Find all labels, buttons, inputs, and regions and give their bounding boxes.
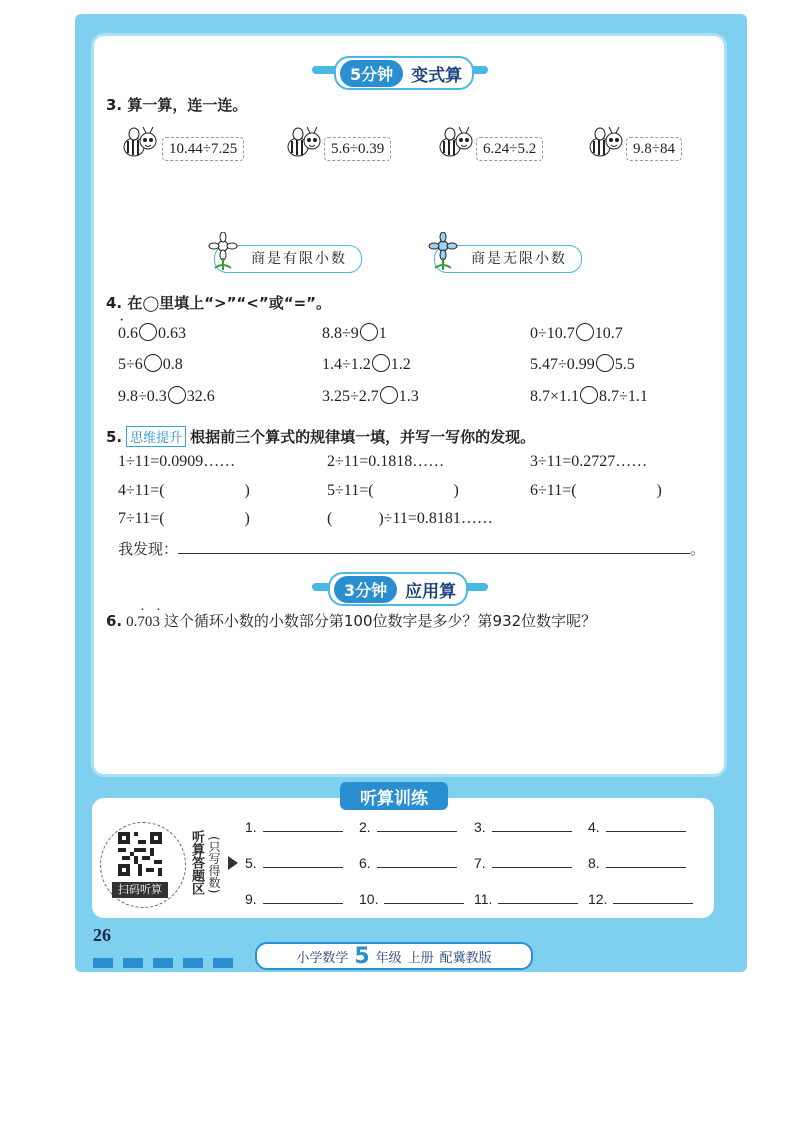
answer-area-label: 听算答题区 bbox=[189, 830, 204, 895]
listening-answer-1[interactable]: 1. bbox=[245, 819, 343, 835]
expression-box[interactable]: 9.8÷84 bbox=[626, 137, 682, 161]
flower-icon bbox=[201, 232, 245, 272]
question-number: 5. bbox=[106, 428, 123, 446]
question-3-title: 3. 算一算，连一连。 bbox=[106, 96, 248, 114]
answer-note: (只写得数) bbox=[207, 836, 221, 894]
pattern-3: 3÷11=0.2727…… bbox=[530, 453, 648, 470]
arrow-right-icon bbox=[228, 856, 238, 870]
compare-circle[interactable] bbox=[372, 354, 390, 372]
compare-item: 5÷6 0.8 bbox=[118, 356, 183, 373]
expression-box[interactable]: 6.24÷5.2 bbox=[476, 137, 543, 161]
compare-item: · 0.6 0.63 bbox=[118, 323, 186, 343]
question-text: 这个循环小数的小数部分第100位数字是多少？第932位数字呢？ bbox=[163, 612, 597, 630]
question-4-title: 4. 在◯里填上“>”“<”或“=”。 bbox=[106, 294, 332, 312]
finite-quotient-label bbox=[214, 245, 362, 273]
qr-code-icon[interactable] bbox=[118, 832, 162, 876]
compare-item: 3.25÷2.7 1.3 bbox=[322, 388, 419, 405]
listening-answer-4[interactable]: 4. bbox=[588, 819, 686, 835]
flower-icon bbox=[421, 232, 465, 272]
listening-answer-9[interactable]: 9. bbox=[245, 891, 343, 907]
bee-icon bbox=[284, 125, 324, 161]
compare-circle[interactable] bbox=[580, 386, 598, 404]
listening-answer-3[interactable]: 3. bbox=[474, 819, 572, 835]
compare-circle[interactable] bbox=[139, 323, 157, 341]
question-text: 根据前三个算式的规律填一填，并写一写你的发现。 bbox=[190, 428, 536, 446]
fill-5[interactable]: 5÷11=( ) bbox=[327, 482, 459, 499]
fill-dividend[interactable]: ( )÷11=0.8181…… bbox=[327, 510, 493, 527]
compare-item: 5.47÷0.99 5.5 bbox=[530, 356, 635, 373]
listening-answer-5[interactable]: 5. bbox=[245, 855, 343, 871]
qr-label: 扫码听算 bbox=[112, 882, 168, 898]
expression-box[interactable]: 5.6÷0.39 bbox=[324, 137, 391, 161]
listening-answer-2[interactable]: 2. bbox=[359, 819, 457, 835]
page-number: 26 bbox=[93, 925, 111, 945]
compare-circle[interactable] bbox=[168, 386, 186, 404]
pattern-1: 1÷11=0.0909…… bbox=[118, 453, 236, 470]
section-badge: 3分钟 bbox=[334, 576, 397, 603]
listening-answer-12[interactable]: 12. bbox=[588, 891, 693, 907]
compare-item: 8.8÷9 1 bbox=[322, 325, 387, 342]
discovery-line[interactable]: 我发现： 。 bbox=[118, 538, 705, 559]
expression-box[interactable]: 10.44÷7.25 bbox=[162, 137, 244, 161]
bee-icon bbox=[120, 125, 160, 161]
compare-item: 9.8÷0.3 32.6 bbox=[118, 388, 215, 405]
footer-stripes bbox=[93, 958, 233, 968]
fill-4[interactable]: 4÷11=( ) bbox=[118, 482, 250, 499]
listening-answer-8[interactable]: 8. bbox=[588, 855, 686, 871]
section-title: 应用算 bbox=[405, 581, 457, 602]
compare-circle[interactable] bbox=[380, 386, 398, 404]
book-info bbox=[255, 942, 533, 970]
grade-label: 年级 bbox=[375, 950, 402, 966]
subject: 小学数学 bbox=[296, 950, 349, 966]
compare-item: 1.4÷1.2 1.2 bbox=[322, 356, 411, 373]
thinking-tag: 思维提升 bbox=[126, 426, 186, 447]
infinite-quotient-label bbox=[434, 245, 582, 273]
bee-icon bbox=[436, 125, 476, 161]
compare-item: 0÷10.7 10.7 bbox=[530, 325, 623, 342]
grade-number: 5 bbox=[354, 943, 370, 969]
listening-answer-11[interactable]: 11. bbox=[474, 891, 578, 907]
fill-7[interactable]: 7÷11=( ) bbox=[118, 510, 250, 527]
listening-answer-6[interactable]: 6. bbox=[359, 855, 457, 871]
compare-circle[interactable] bbox=[144, 354, 162, 372]
section-header-1 bbox=[334, 56, 474, 90]
repeating-decimal: 0.703 · · bbox=[126, 603, 161, 630]
discovery-answer[interactable] bbox=[178, 539, 690, 554]
pattern-2: 2÷11=0.1818…… bbox=[327, 453, 445, 470]
listening-title: 听算训练 bbox=[340, 782, 448, 810]
question-5-title bbox=[106, 426, 535, 447]
bee-icon bbox=[586, 125, 626, 161]
edition: 配冀教版 bbox=[439, 950, 492, 966]
compare-circle[interactable] bbox=[596, 354, 614, 372]
term: 上册 bbox=[407, 950, 434, 966]
section-badge: 5分钟 bbox=[340, 60, 403, 87]
listening-answer-7[interactable]: 7. bbox=[474, 855, 572, 871]
discovery-label: 我发现： bbox=[118, 542, 179, 558]
listening-answer-10[interactable]: 10. bbox=[359, 891, 464, 907]
fill-6[interactable]: 6÷11=( ) bbox=[530, 482, 662, 499]
question-6 bbox=[106, 603, 597, 631]
infinite-label-text: 商是无限小数 bbox=[471, 251, 567, 267]
question-number: 6. bbox=[106, 612, 123, 630]
compare-circle[interactable] bbox=[576, 323, 594, 341]
section-title: 变式算 bbox=[411, 65, 463, 86]
section-header-2 bbox=[328, 572, 468, 606]
finite-label-text: 商是有限小数 bbox=[251, 251, 347, 267]
compare-circle[interactable] bbox=[360, 323, 378, 341]
compare-item: 8.7×1.1 8.7÷1.1 bbox=[530, 388, 648, 405]
